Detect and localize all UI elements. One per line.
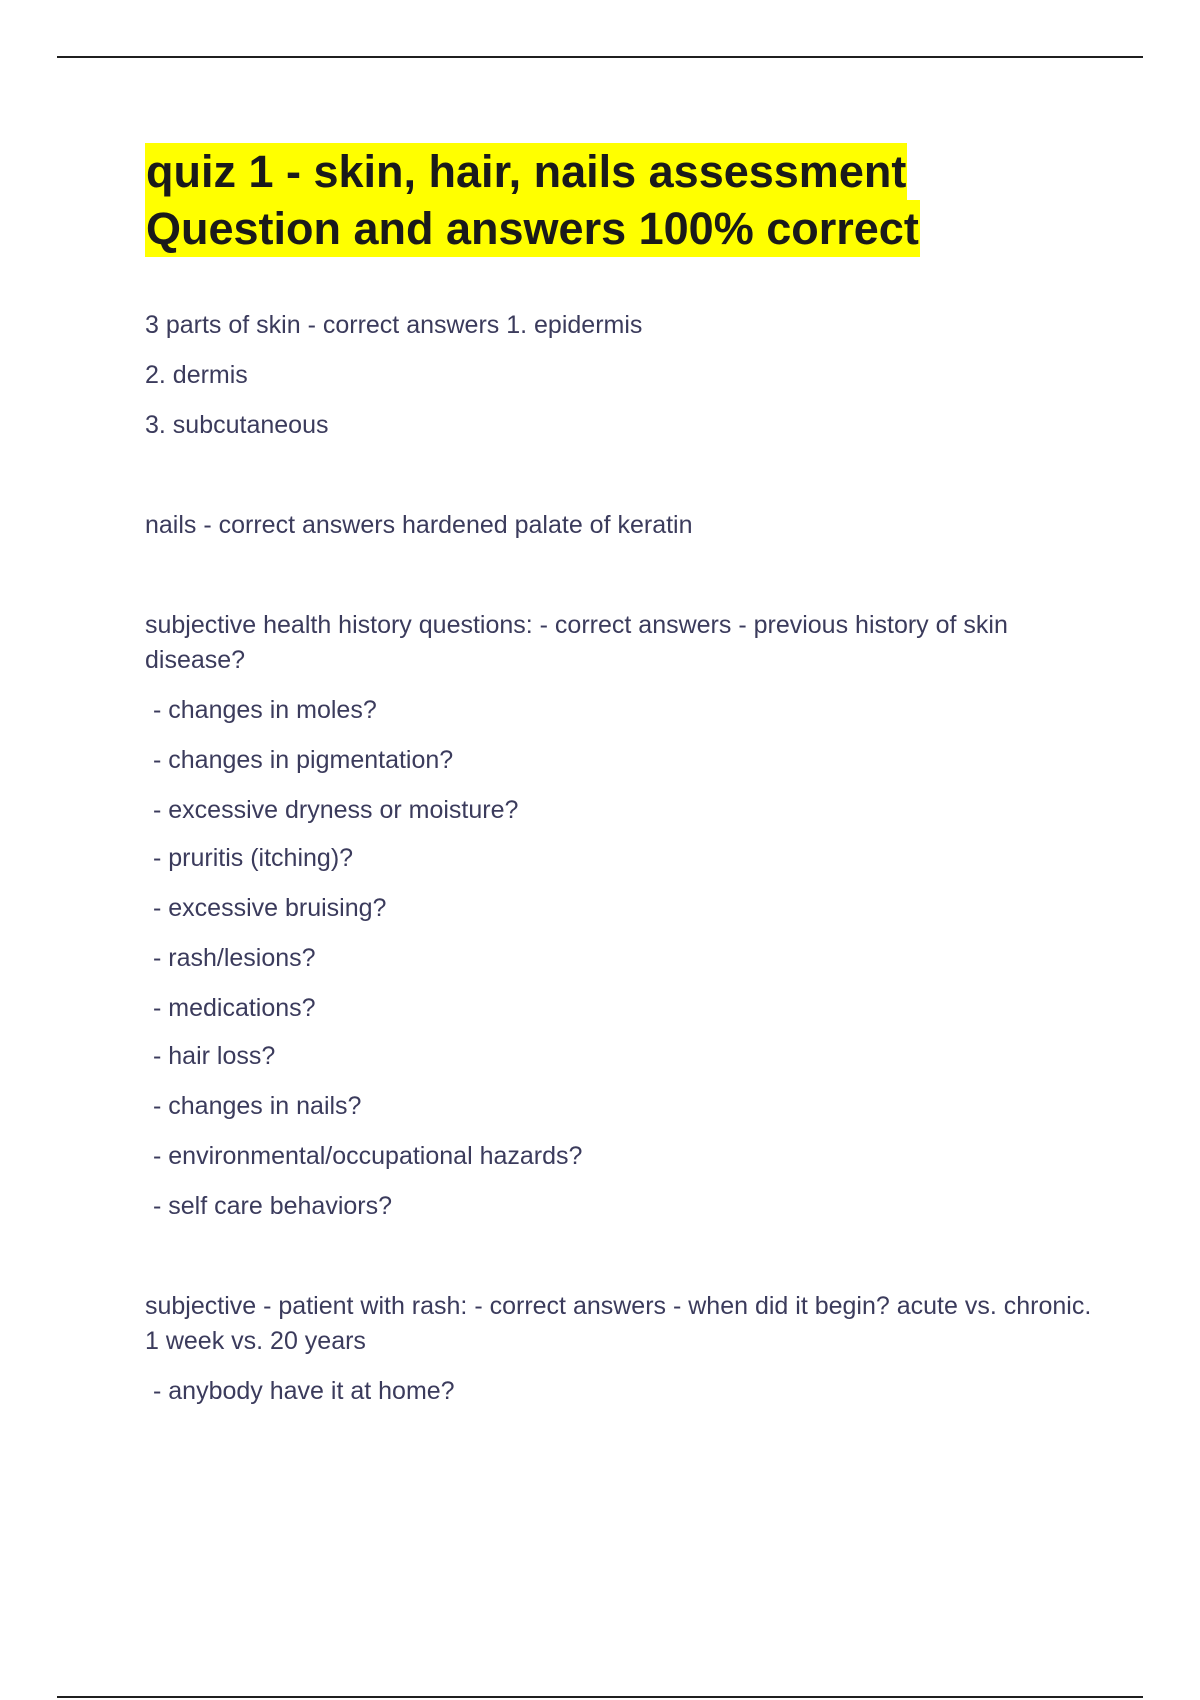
list-item: - excessive bruising? bbox=[153, 894, 387, 922]
qa-question: subjective health history questions: - correct answers - previous history of skin disease? bbox=[145, 611, 1008, 674]
qa-line: 3. subcutaneous bbox=[145, 411, 329, 439]
top-rule bbox=[57, 56, 1143, 58]
list-item: - rash/lesions? bbox=[153, 944, 316, 972]
title-line-2: Question and answers 100% correct bbox=[145, 200, 920, 257]
qa-line: 2. dermis bbox=[145, 361, 248, 389]
bottom-rule bbox=[57, 1696, 1143, 1698]
qa-line: nails - correct answers hardened palate of keratin bbox=[145, 511, 693, 539]
qa-question: subjective - patient with rash: - correct answers - when did it begin? acute vs. chronic. 1 week vs. 20 years bbox=[145, 1292, 1092, 1355]
qa-rash bbox=[145, 1289, 1095, 1409]
qa-nails bbox=[145, 508, 1095, 543]
list-item: - changes in nails? bbox=[153, 1092, 362, 1120]
list-item: - pruritis (itching)? bbox=[153, 844, 354, 872]
list-item: - changes in pigmentation? bbox=[153, 746, 454, 774]
list-item: - medications? bbox=[153, 994, 316, 1022]
list-item: - changes in moles? bbox=[153, 696, 377, 724]
qa-line: 3 parts of skin - correct answers 1. epidermis bbox=[145, 311, 643, 339]
title-line-1: quiz 1 - skin, hair, nails assessment bbox=[145, 143, 907, 200]
list-item: - self care behaviors? bbox=[153, 1192, 393, 1220]
list-item: - hair loss? bbox=[153, 1042, 276, 1070]
list-item: - anybody have it at home? bbox=[153, 1377, 455, 1405]
document-title bbox=[145, 143, 1095, 257]
list-item: - excessive dryness or moisture? bbox=[153, 796, 519, 824]
list-item: - environmental/occupational hazards? bbox=[153, 1142, 583, 1170]
qa-health-history bbox=[145, 608, 1095, 1224]
document-body bbox=[145, 143, 1095, 1409]
qa-skin-parts bbox=[145, 308, 1095, 443]
